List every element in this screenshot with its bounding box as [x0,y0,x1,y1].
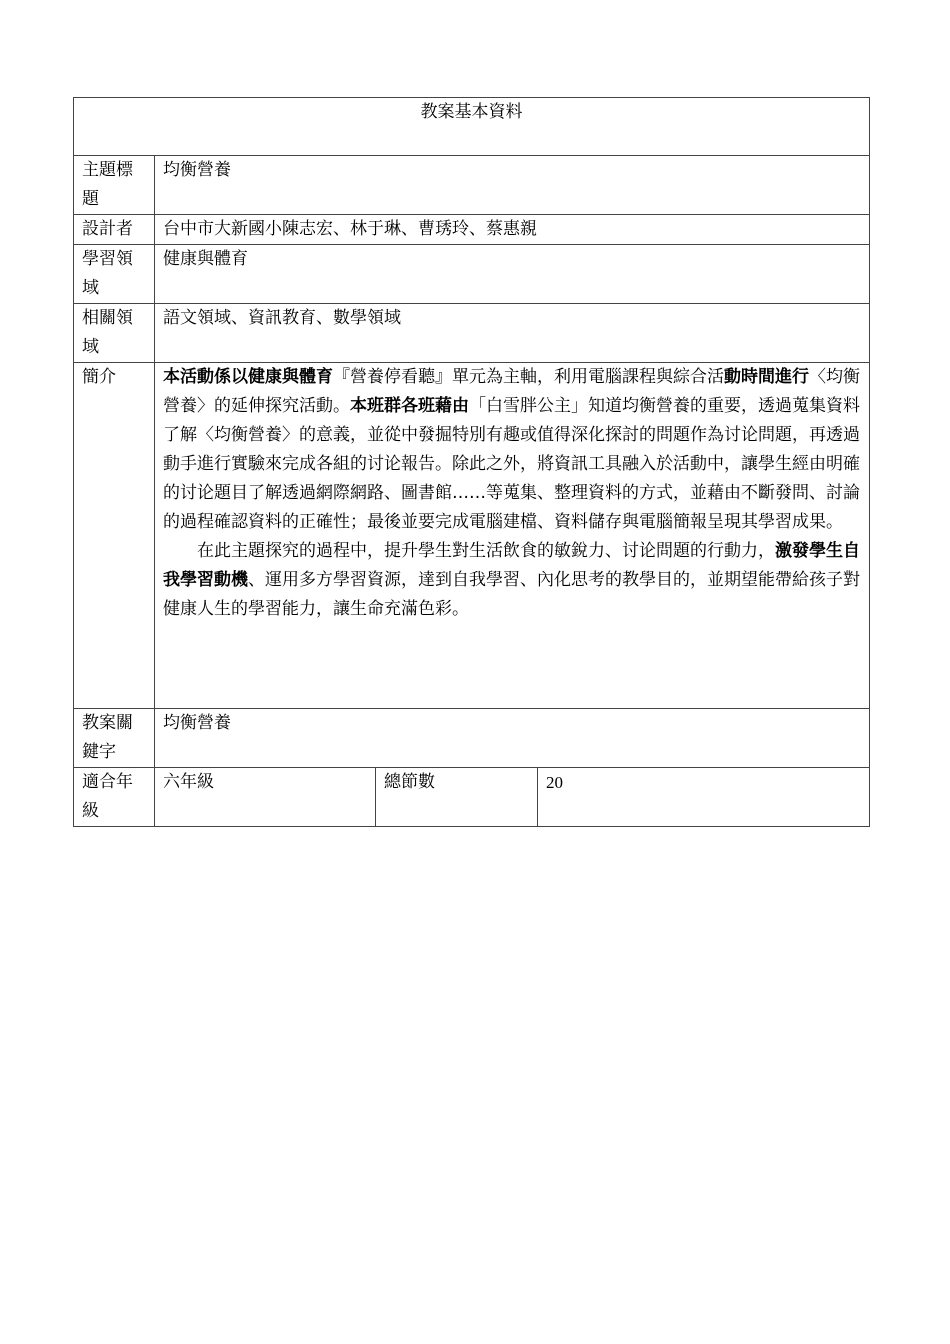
grade-value: 六年級 [155,768,376,827]
designer-label: 設計者 [74,215,155,245]
related-domain-value: 語文領域、資訊教育、數學領域 [155,304,870,363]
summary-bold-3: 本班群各班藉由 [350,396,469,416]
domain-value: 健康與體育 [155,245,870,304]
topic-value: 均衡營養 [155,156,870,215]
grade-label: 適合年級 [74,768,155,827]
summary-bold-2: 動時間進行 [724,367,809,387]
keyword-value: 均衡營養 [155,709,870,768]
designer-value: 台中市大新國小陳志宏、林于琳、曹琇玲、蔡惠親 [155,215,870,245]
summary-text-5: 、運用多方學習資源，達到自我學習、內化思考的教學目的，並期望能帶給孩子對健康人生的學習能力，讓生命充滿色彩。 [163,570,860,619]
summary-bold-4: 激發學生自我學習動機 [163,541,860,590]
related-domain-label: 相關領域 [74,304,155,363]
summary-text-3: 「白雪胖公主」知道均衡營養的重要，透過蒐集資料了解〈均衡營養〉的意義，並從中發掘特別有趣或值得深化探討的問題作為讨论問題，再透過動手進行實驗來完成各組的讨论報告。除此之外，將資訊工具融入於活動中，讓學生經由明確的讨论題目了解透過網際網路、圖書館……等蒐集、整理資料的方式，並藉由不斷發問、討論的過程確認資料的正確性；最後並要完成電腦建檔、資料儲存與電腦簡報呈現其學習成果。 [163,396,860,532]
sessions-value: 20 [538,768,870,827]
summary-paragraph-2 [163,537,861,624]
summary-text-2: 〈均衡營養〉的延伸探究活動。 [163,367,860,416]
summary-value [155,363,870,709]
summary-paragraph-1 [163,363,861,537]
summary-text-4: 在此主題探究的過程中，提升學生對生活飲食的敏銳力、讨论問題的行動力， [197,541,775,561]
domain-label: 學習領域 [74,245,155,304]
sessions-label: 總節數 [376,768,538,827]
page-title: 教案基本資料 [74,98,870,156]
summary-text-1: 『營養停看聽』單元為主軸，利用電腦課程與綜合活 [333,367,724,387]
topic-label: 主題標題 [74,156,155,215]
summary-bold-1: 本活動係以健康與體育 [163,367,333,387]
keyword-label: 教案關鍵字 [74,709,155,768]
summary-label: 簡介 [74,363,155,709]
lesson-plan-table [73,97,870,827]
